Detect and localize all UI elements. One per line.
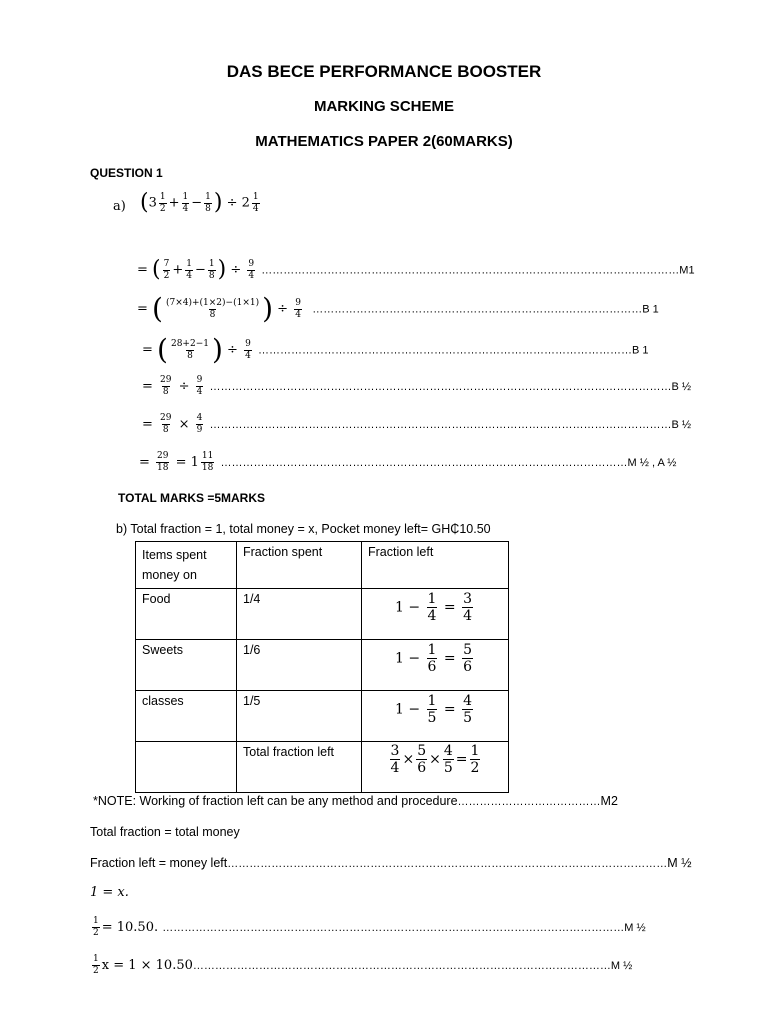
part-a-label: a) xyxy=(113,199,126,214)
document-subtitle: MARKING SCHEME xyxy=(313,98,454,115)
equation-2-text: = 10.50. xyxy=(101,920,159,935)
step-1-mark: M1 xyxy=(679,264,695,277)
equation-3-mark: M ½ xyxy=(610,960,633,972)
step-5-mark: B ½ xyxy=(671,419,692,431)
note-text: *NOTE: Working of fraction left can be any method and procedure xyxy=(93,794,458,808)
table-cell-left: 1 − $\frac{1}{5}$ = $\frac{4}{5}$ xyxy=(362,691,509,742)
step-3-mark: B 1 xyxy=(631,344,649,357)
equation-1: 1 = x. xyxy=(90,885,129,900)
table-cell-left: 1 − $\frac{1}{6}$ = $\frac{5}{6}$ xyxy=(362,640,509,691)
step-2: = ( $\frac{(7\times 4)+(1\times 2)-(1\times 1)}{8}$ ) ÷ $\frac{9}{4}$ ………………………………………………………………………………B 1 xyxy=(137,292,659,325)
question-label: QUESTION 1 xyxy=(90,166,163,180)
line-fraction-left-text: Fraction left = money left xyxy=(90,856,228,870)
step-6-mark: M ½ , A ½ xyxy=(627,457,677,469)
step-4-mark: B ½ xyxy=(671,381,692,393)
part-b-intro: b) Total fraction = 1, total money = x, Pocket money left= GH₵10.50 xyxy=(116,522,491,536)
step-4: = $\frac{29}{8}$ ÷ $\frac{9}{4}$ ………………………………………………………………………………………………………………B ½ xyxy=(142,375,692,397)
equation-3: $\frac{1}{2}$ x = 1 × 10.50……………………………………………………………………………………………………M ½ xyxy=(93,954,633,976)
table-cell-item: classes xyxy=(136,691,237,742)
part-a-expression: (3 $\frac{1}{2}$ + $\frac{1}{4}$ − $\frac{1}{8}$ ) ÷ 2 $\frac{1}{4}$ xyxy=(140,190,259,215)
step-2-mark: B 1 xyxy=(642,303,659,316)
table-cell-spent: Total fraction left xyxy=(237,742,362,793)
table-row xyxy=(136,589,509,640)
table-header: Fraction left xyxy=(362,542,509,589)
total-marks: TOTAL MARKS =5MARKS xyxy=(118,491,266,505)
table-header: Fraction spent xyxy=(237,542,362,589)
paper-title: MATHEMATICS PAPER 2(60MARKS) xyxy=(255,133,513,150)
fraction-table xyxy=(135,541,509,793)
table-cell-left: $\frac{3}{4}$ × $\frac{5}{6}$ × $\frac{4}{5}$ = $\frac{1}{2}$ xyxy=(362,742,509,793)
table-header: Items spent money on xyxy=(136,542,237,589)
table-cell-spent: 1/4 xyxy=(237,589,362,640)
table-cell-spent: 1/6 xyxy=(237,640,362,691)
table-row xyxy=(136,691,509,742)
equation-3-text: x = 1 × 10.50 xyxy=(101,958,193,973)
table-row xyxy=(136,742,509,793)
line-total-fraction: Total fraction = total money xyxy=(90,825,240,839)
document-title: DAS BECE PERFORMANCE BOOSTER xyxy=(226,62,542,81)
table-cell-item xyxy=(136,742,237,793)
note-mark: M2 xyxy=(600,794,618,808)
line-fraction-left: Fraction left = money left…………………………………………………………………………………………………………M ½ xyxy=(90,856,692,870)
step-3: = ( $\frac{28+2-1}{8}$ ) ÷ $\frac{9}{4}$ …………………………………………………………………………………………B 1 xyxy=(142,333,649,366)
table-cell-item: Food xyxy=(136,589,237,640)
equation-2: $\frac{1}{2}$ = 10.50. ………………………………………………………………………………………………………………M ½ xyxy=(93,916,646,938)
table-header-row xyxy=(136,542,509,589)
note-line: *NOTE: Working of fraction left can be any method and procedure…………………………………M2 xyxy=(93,794,618,808)
step-5: = $\frac{29}{8}$ × $\frac{4}{9}$ ………………………………………………………………………………………………………………B ½ xyxy=(142,413,692,435)
line-fraction-left-mark: M ½ xyxy=(667,856,692,870)
step-6: = $\frac{29}{18}$ = 1 $\frac{11}{18}$ …………………………………………………………………………………………………M ½ , A ½ xyxy=(139,451,677,473)
table-row xyxy=(136,640,509,691)
table-cell-spent: 1/5 xyxy=(237,691,362,742)
table-cell-item: Sweets xyxy=(136,640,237,691)
table-cell-left: 1 − $\frac{1}{4}$ = $\frac{3}{4}$ xyxy=(362,589,509,640)
equation-2-mark: M ½ xyxy=(624,922,646,934)
step-1: = ( $\frac{7}{2}$ + $\frac{1}{4}$ − $\frac{1}{8}$ ) ÷ $\frac{9}{4}$ ……………………………………………………………………………………………………M1 xyxy=(137,257,695,282)
